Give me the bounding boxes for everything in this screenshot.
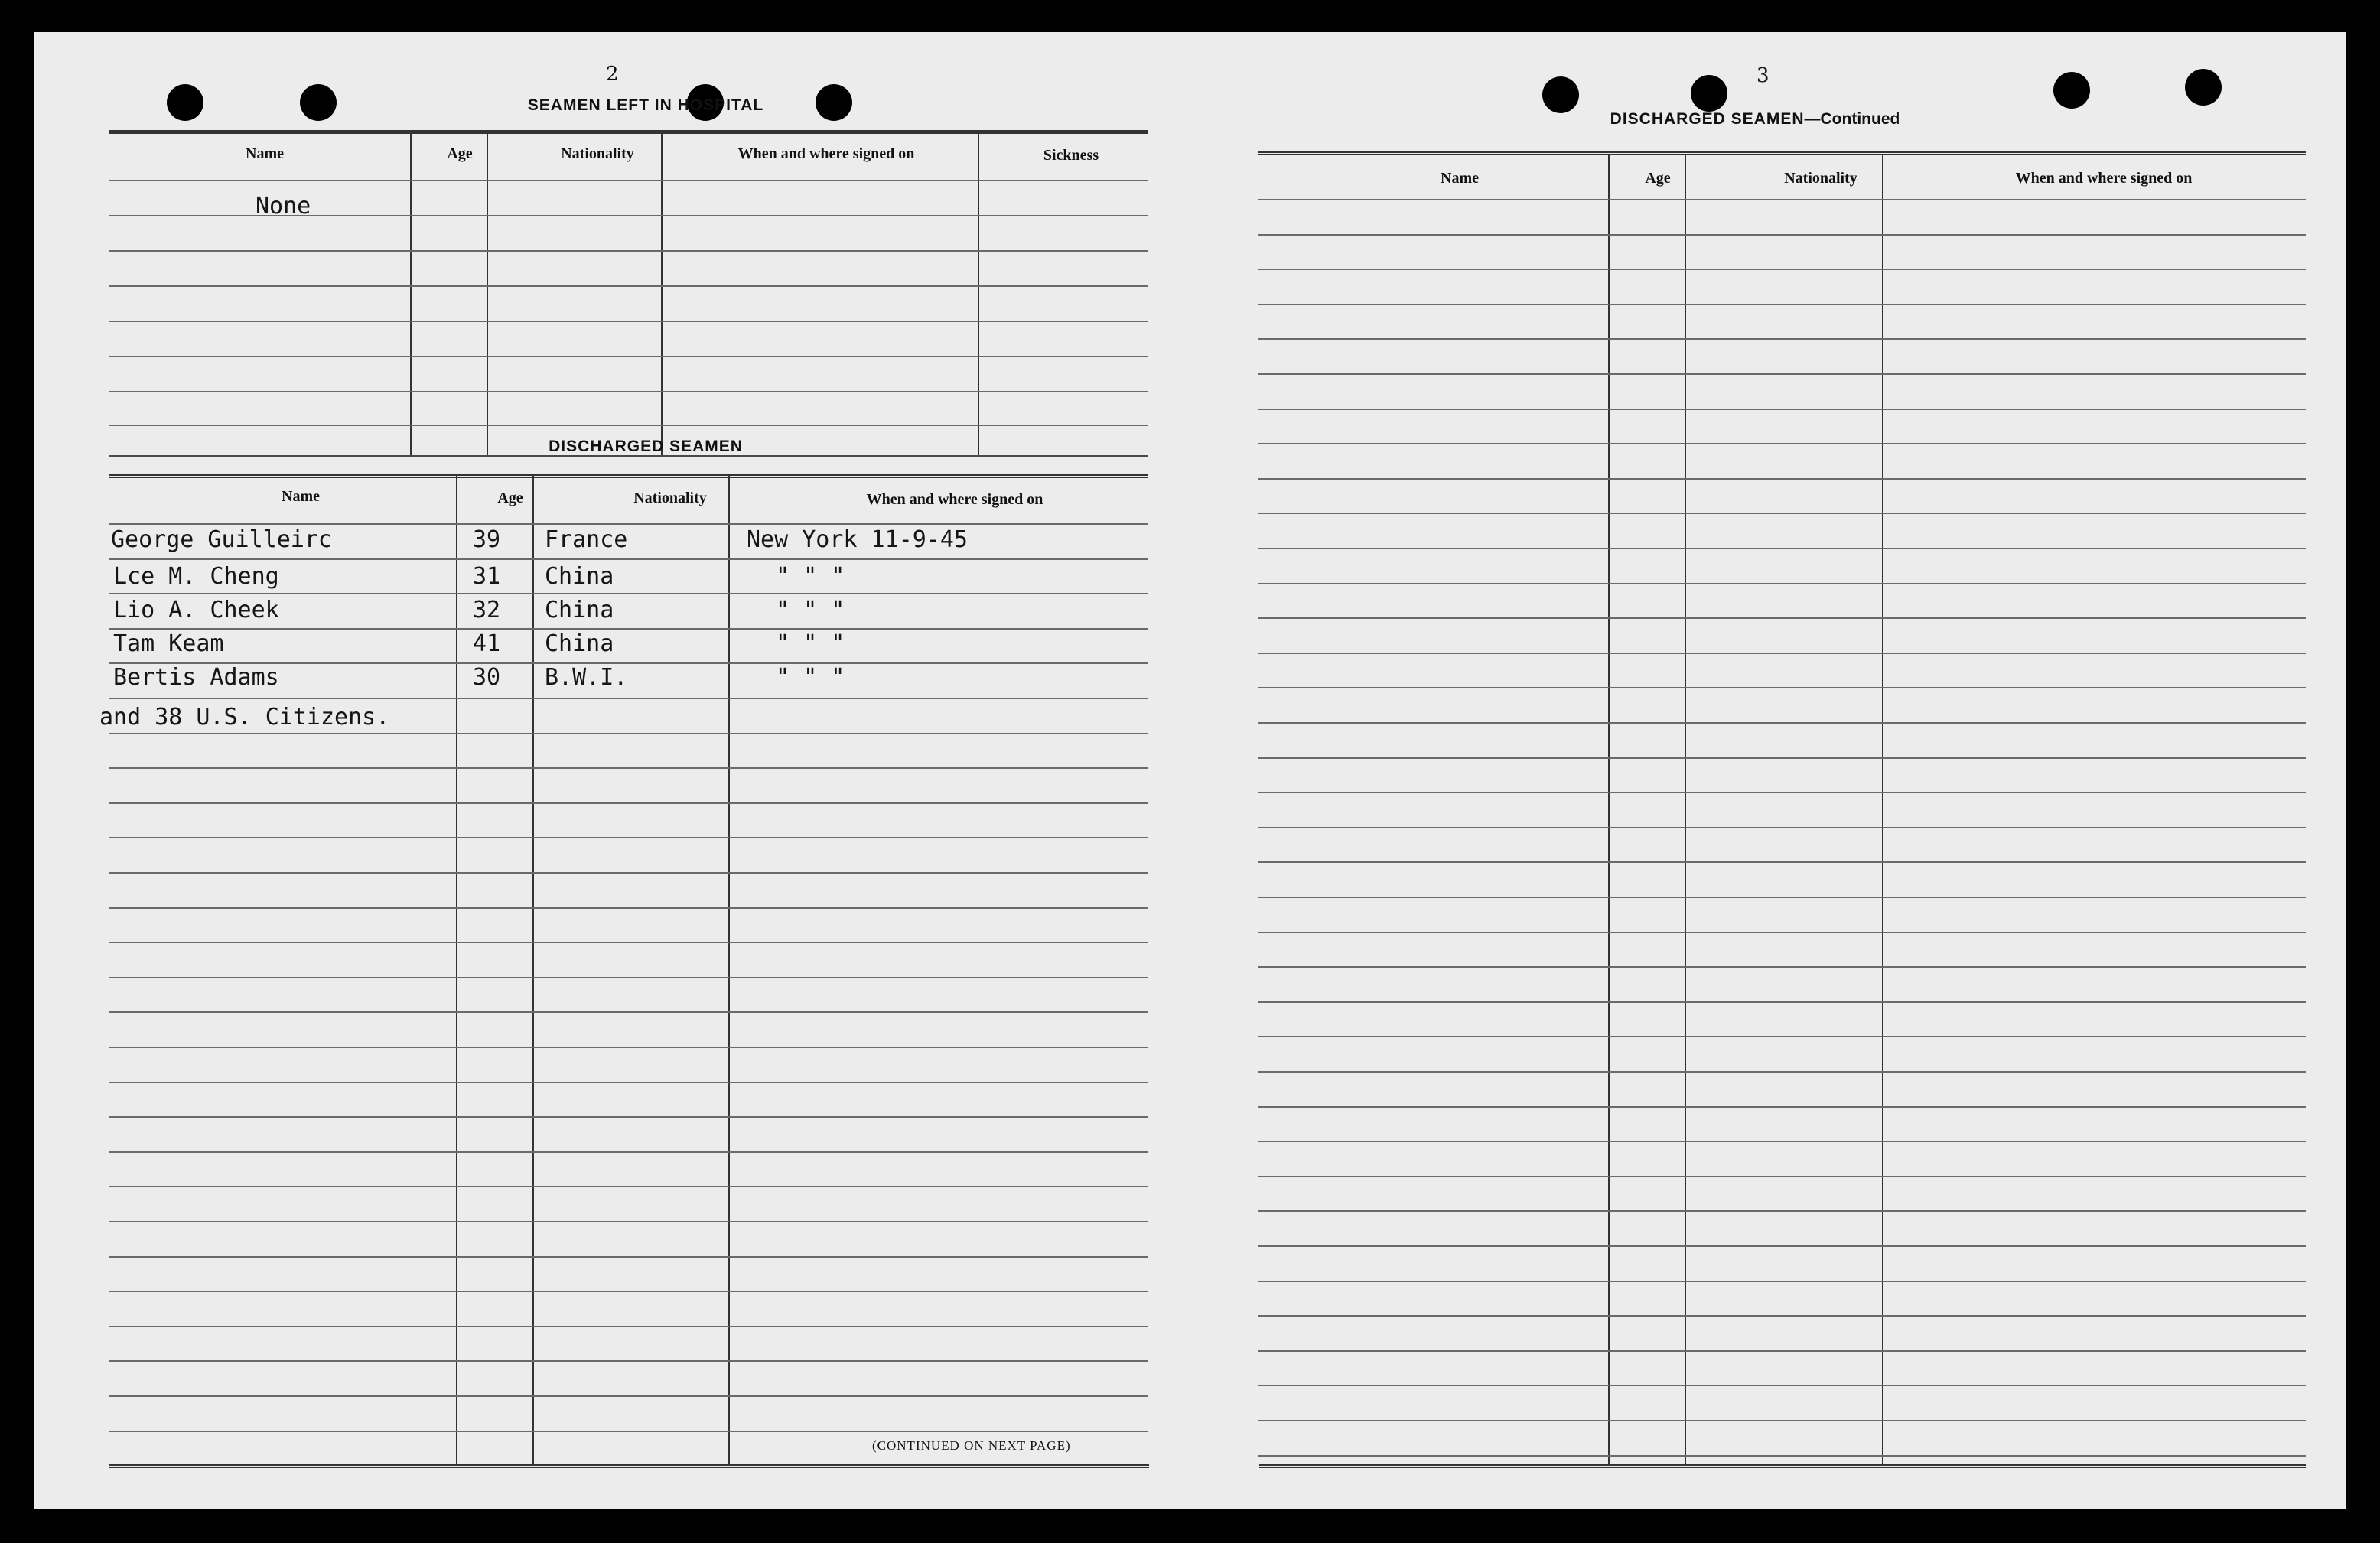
page-number: 2 xyxy=(606,63,619,86)
row-rule xyxy=(1258,757,2306,759)
row-rule xyxy=(109,977,1148,978)
row-rule xyxy=(109,872,1148,874)
row-rule xyxy=(1258,966,2306,968)
column-divider xyxy=(1882,155,1883,1464)
row-rule xyxy=(1258,1210,2306,1212)
row-rule xyxy=(1258,1176,2306,1177)
seaman-nationality: B.W.I. xyxy=(545,664,628,691)
column-header-name: Name xyxy=(246,145,284,162)
seaman-name: Lce M. Cheng xyxy=(113,563,279,590)
row-rule xyxy=(109,1221,1148,1222)
row-rule xyxy=(109,1082,1148,1083)
row-rule xyxy=(109,558,1148,560)
row-rule xyxy=(1258,269,2306,270)
seaman-nationality: China xyxy=(545,630,614,657)
row-rule xyxy=(109,1360,1148,1362)
row-rule xyxy=(1258,827,2306,828)
row-rule xyxy=(1258,513,2306,514)
column-header-age: Age xyxy=(447,145,473,162)
punch-hole xyxy=(300,84,337,121)
column-divider xyxy=(456,476,457,1466)
column-header-sickness: Sickness xyxy=(1043,147,1099,164)
seaman-signed-on: " " " xyxy=(776,664,845,691)
row-rule xyxy=(109,767,1148,769)
row-rule xyxy=(109,942,1148,943)
row-rule xyxy=(109,1431,1148,1432)
column-divider xyxy=(728,476,730,1466)
row-rule xyxy=(1258,1455,2306,1457)
row-rule xyxy=(109,1116,1148,1118)
row-rule xyxy=(109,1395,1148,1397)
seaman-age: 30 xyxy=(473,664,501,691)
row-rule xyxy=(1258,583,2306,584)
column-header-signed-on: When and where signed on xyxy=(2015,170,2193,187)
row-rule xyxy=(109,523,1148,525)
row-rule xyxy=(1258,1071,2306,1073)
seaman-nationality: China xyxy=(545,597,614,623)
row-rule xyxy=(1258,548,2306,549)
row-rule xyxy=(1258,234,2306,236)
continued-footer: (CONTINUED ON NEXT PAGE) xyxy=(872,1438,1071,1453)
row-rule xyxy=(109,802,1148,804)
row-rule xyxy=(1258,443,2306,444)
row-rule xyxy=(109,593,1148,594)
seaman-name: Lio A. Cheek xyxy=(113,597,279,623)
column-header-signed-on: When and where signed on xyxy=(866,491,1043,508)
column-header-name: Name xyxy=(1441,170,1479,187)
seaman-age: 39 xyxy=(473,526,501,553)
column-header-age: Age xyxy=(497,490,523,506)
seaman-age: 31 xyxy=(473,563,501,590)
seaman-signed-on: " " " xyxy=(776,563,845,590)
table-rule xyxy=(109,474,1148,478)
row-rule xyxy=(109,180,1148,181)
row-rule xyxy=(1258,1141,2306,1142)
column-header-nationality: Nationality xyxy=(561,145,634,162)
section-title-suffix: —Continued xyxy=(1804,110,1900,128)
column-header-signed-on: When and where signed on xyxy=(737,145,915,162)
column-header-name: Name xyxy=(282,488,320,505)
seaman-name: George Guilleirc xyxy=(111,526,332,553)
seaman-nationality: China xyxy=(545,563,614,590)
table-rule xyxy=(1259,1464,2306,1468)
row-rule xyxy=(1258,1385,2306,1386)
row-rule xyxy=(109,1047,1148,1048)
row-rule xyxy=(1258,373,2306,375)
page-number: 3 xyxy=(1757,64,1770,87)
discharged-section-title: DISCHARGED SEAMEN xyxy=(549,438,743,455)
seaman-signed-on: " " " xyxy=(776,597,845,623)
seaman-signed-on: " " " xyxy=(776,630,845,657)
row-rule xyxy=(1258,1315,2306,1317)
row-rule xyxy=(1258,687,2306,688)
row-rule xyxy=(1258,861,2306,863)
punch-hole xyxy=(167,84,203,121)
row-rule xyxy=(1258,478,2306,480)
row-rule xyxy=(109,1186,1148,1187)
row-rule xyxy=(1258,409,2306,410)
punch-hole xyxy=(1542,76,1579,113)
ledger-sheet xyxy=(34,32,2346,1509)
table-rule xyxy=(109,130,1148,134)
row-rule xyxy=(109,391,1148,392)
punch-hole xyxy=(2053,72,2090,109)
row-rule xyxy=(1258,1245,2306,1247)
row-rule xyxy=(1258,617,2306,619)
row-rule xyxy=(109,285,1148,287)
row-rule xyxy=(109,321,1148,322)
table-rule xyxy=(109,1464,1149,1468)
citizens-note: and 38 U.S. Citizens. xyxy=(99,704,390,731)
section-title-text: DISCHARGED SEAMEN xyxy=(1610,110,1805,128)
row-rule xyxy=(109,628,1148,630)
row-rule xyxy=(1258,1001,2306,1003)
column-divider xyxy=(532,476,534,1466)
row-rule xyxy=(109,733,1148,734)
row-rule xyxy=(1258,1420,2306,1421)
row-rule xyxy=(1258,722,2306,724)
seaman-name: Tam Keam xyxy=(113,630,224,657)
row-rule xyxy=(109,1151,1148,1153)
hospital-section-title: SEAMEN LEFT IN HOSPITAL xyxy=(527,96,764,114)
row-rule xyxy=(1258,304,2306,305)
row-rule xyxy=(109,1256,1148,1258)
row-rule xyxy=(1258,1106,2306,1108)
hospital-entry: None xyxy=(256,193,311,220)
seaman-age: 41 xyxy=(473,630,501,657)
seaman-signed-on: New York 11-9-45 xyxy=(747,526,968,553)
row-rule xyxy=(109,425,1148,426)
row-rule xyxy=(1258,792,2306,793)
row-rule xyxy=(1258,338,2306,340)
seaman-name: Bertis Adams xyxy=(113,664,279,691)
seaman-nationality: France xyxy=(545,526,628,553)
row-rule xyxy=(109,356,1148,357)
row-rule xyxy=(1258,653,2306,654)
row-rule xyxy=(109,1291,1148,1292)
punch-hole xyxy=(2185,69,2222,106)
column-divider xyxy=(1685,155,1686,1464)
row-rule xyxy=(1258,199,2306,200)
row-rule xyxy=(109,907,1148,909)
punch-hole xyxy=(1691,75,1727,112)
row-rule xyxy=(109,1326,1148,1327)
row-rule xyxy=(109,698,1148,699)
column-header-nationality: Nationality xyxy=(1784,170,1857,187)
row-rule xyxy=(109,1011,1148,1013)
row-rule xyxy=(109,250,1148,252)
seaman-age: 32 xyxy=(473,597,501,623)
row-rule xyxy=(1258,932,2306,933)
discharged-continued-title xyxy=(1602,110,1908,129)
row-rule xyxy=(1258,1350,2306,1352)
column-header-nationality: Nationality xyxy=(633,490,707,506)
column-divider xyxy=(1608,155,1610,1464)
table-rule xyxy=(1258,151,2306,155)
column-header-age: Age xyxy=(1645,170,1671,187)
row-rule xyxy=(1258,897,2306,898)
row-rule xyxy=(109,837,1148,838)
row-rule xyxy=(1258,1281,2306,1282)
row-rule xyxy=(1258,1036,2306,1037)
